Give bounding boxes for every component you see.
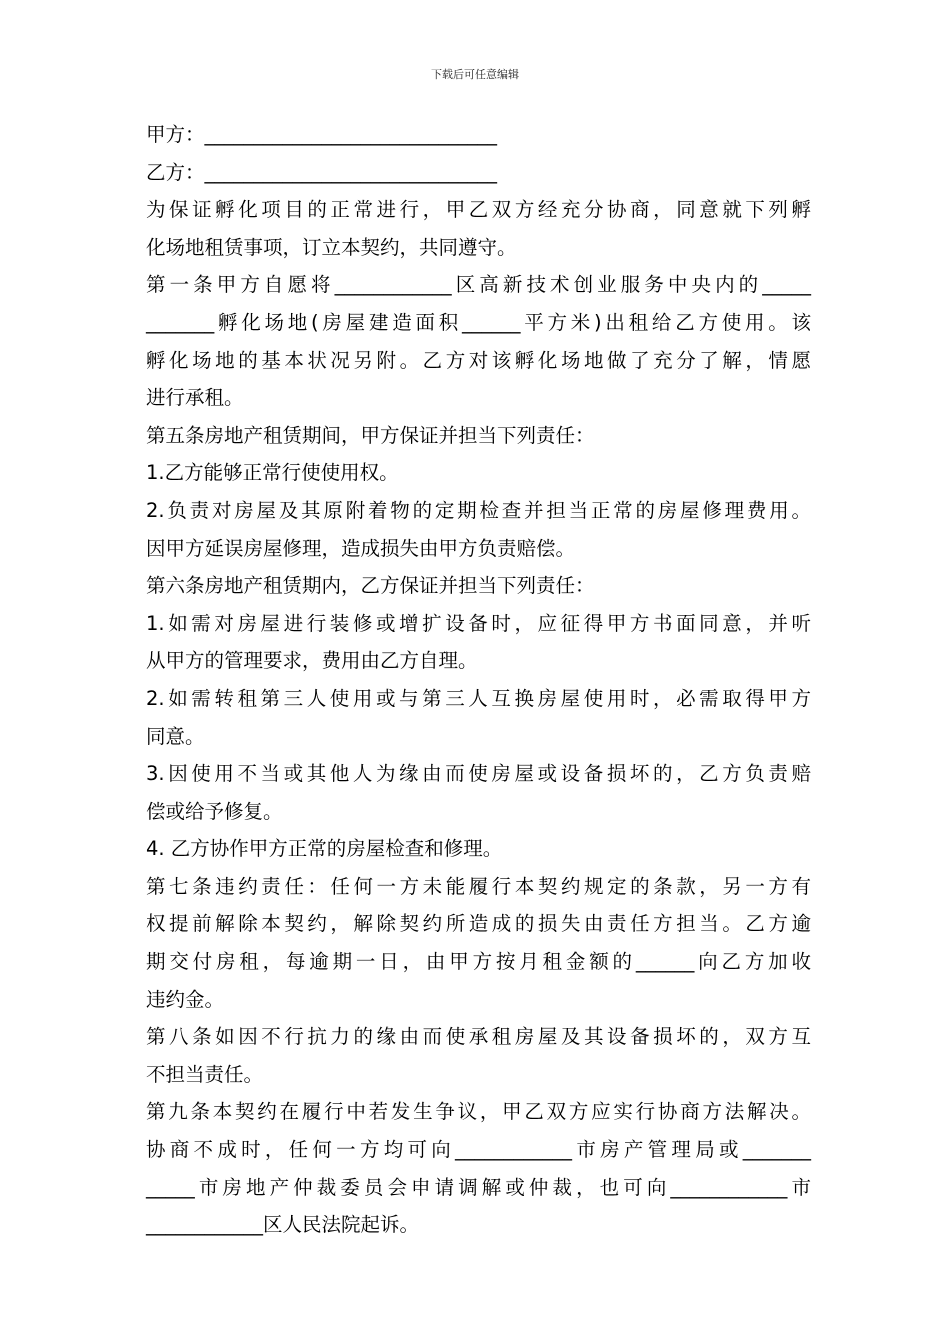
party-b-line: 乙方：______________________________ [146,160,498,184]
text-line: 为保证孵化项目的正常进行，甲乙双方经充分协商，同意就下列孵 [146,198,811,222]
contract-body [146,116,811,1244]
text-line: 协商不成时，任何一方均可向____________市房产管理局或_______ [146,1138,811,1162]
text-line: 同意。 [146,724,205,748]
text-line: 1.乙方能够正常行使使用权。 [146,461,399,485]
page-header-note: 下载后可任意编辑 [431,68,519,81]
text-line: 期交付房租，每逾期一日，由甲方按月租金额的______向乙方加收 [146,950,811,974]
text-line: ____________区人民法院起诉。 [146,1213,420,1237]
text-line: 第八条如因不行抗力的缘由而使承租房屋及其设备损坏的，双方互 [146,1025,811,1049]
text-line: 违约金。 [146,987,225,1011]
text-line: 第一条甲方自愿将____________区高新技术创业服务中央内的_____ [146,273,811,297]
text-line: 化场地租赁事项，订立本契约，共同遵守。 [146,235,517,259]
text-line: 2.如需转租第三人使用或与第三人互换房屋使用时，必需取得甲方 [146,686,811,710]
text-line: 4. 乙方协作甲方正常的房屋检查和修理。 [146,837,503,861]
text-line: 第五条房地产租赁期间，甲方保证并担当下列责任： [146,423,595,447]
text-line: _____市房地产仲裁委员会申请调解或仲裁，也可向____________市 [146,1175,811,1199]
text-line: 不担当责任。 [146,1062,264,1086]
text-line: 第七条违约责任：任何一方未能履行本契约规定的条款，另一方有 [146,874,811,898]
text-line: 权提前解除本契约，解除契约所造成的损失由责任方担当。乙方逾 [146,912,811,936]
text-line: _______孵化场地(房屋建造面积______平方米)出租给乙方使用。该 [146,310,811,334]
text-line: 孵化场地的基本状况另附。乙方对该孵化场地做了充分了解，情愿 [146,348,811,372]
party-a-line: 甲方：______________________________ [146,123,498,146]
text-line: 因甲方延误房屋修理，造成损失由甲方负责赔偿。 [146,536,576,560]
text-line: 第九条本契约在履行中若发生争议，甲乙双方应实行协商方法解决。 [146,1100,811,1124]
text-line: 从甲方的管理要求，费用由乙方自理。 [146,649,478,673]
text-line: 第六条房地产租赁期内，乙方保证并担当下列责任： [146,574,595,598]
text-line: 2.负责对房屋及其原附着物的定期检查并担当正常的房屋修理费用。 [146,498,811,522]
text-line: 1.如需对房屋进行装修或增扩设备时，应征得甲方书面同意，并听 [146,611,811,635]
text-line: 进行承租。 [146,386,244,410]
text-line: 偿或给予修复。 [146,799,283,823]
text-line: 3.因使用不当或其他人为缘由而使房屋或设备损坏的，乙方负责赔 [146,762,811,786]
